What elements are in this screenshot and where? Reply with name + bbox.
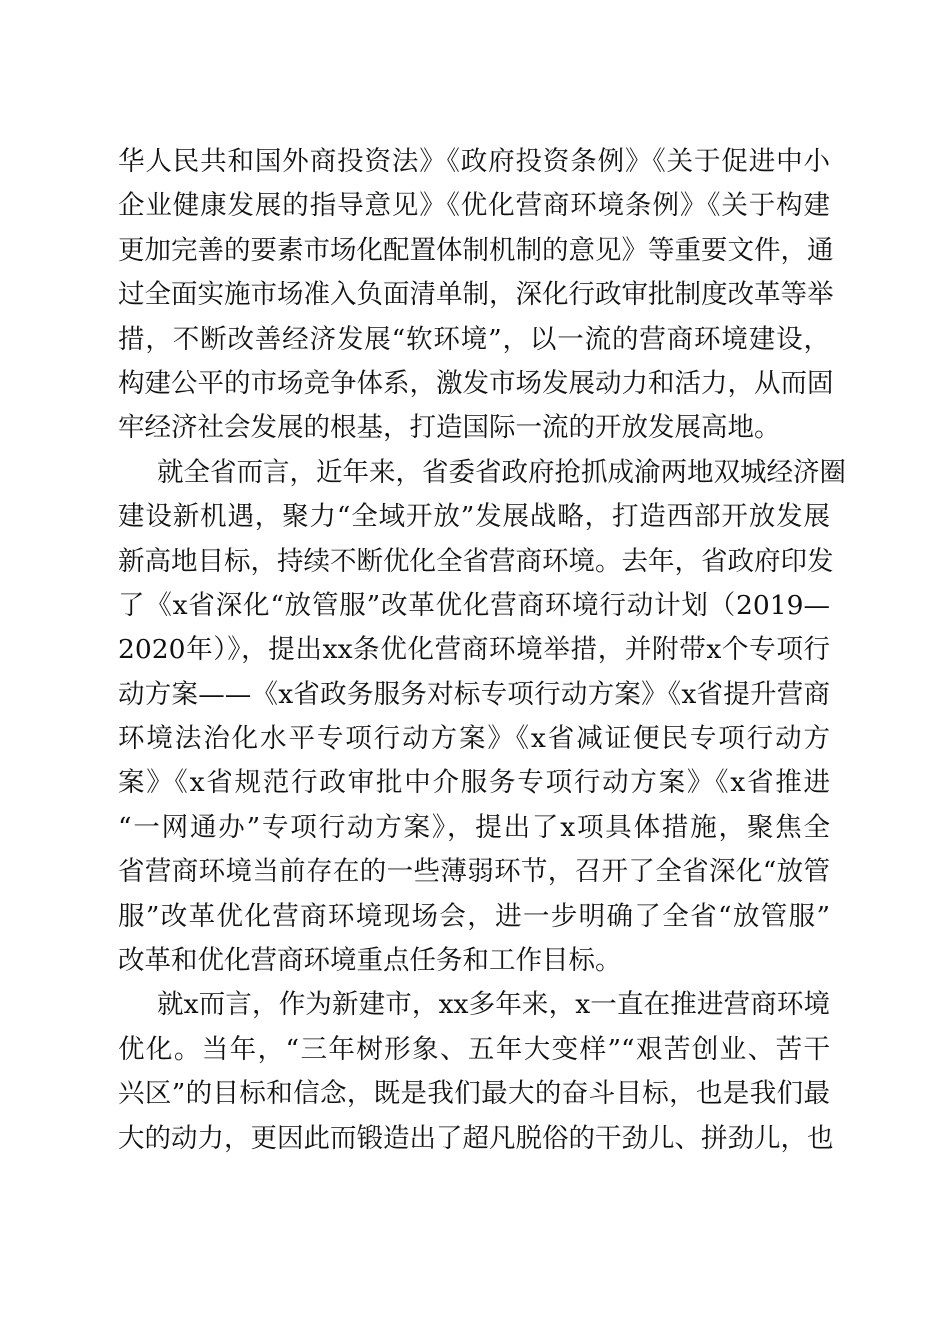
paragraph-1-line-2: 企业健康发展的指导意见》《优化营商环境条例》《关于构建 [118,190,830,222]
paragraph-3-line-1: 就x而言，作为新建市，xx多年来，x一直在推进营商环境 [157,989,830,1021]
paragraph-1-line-1: 华人民共和国外商投资法》《政府投资条例》《关于促进中小 [118,146,830,177]
paragraph-1-line-3: 更加完善的要素市场化配置体制机制的意见》等重要文件，通 [118,234,834,266]
paragraph-2-line-5: 2020年）》，提出xx条优化营商环境举措，并附带x个专项行 [118,634,830,666]
paragraph-3-line-4: 大的动力，更因此而锻造出了超凡脱俗的干劲儿、拼劲儿，也 [118,1122,834,1154]
paragraph-2-line-2: 建设新机遇，聚力“全域开放”发展战略，打造西部开放发展 [118,501,830,533]
paragraph-1-line-6: 构建公平的市场竞争体系，激发市场发展动力和活力，从而固 [118,367,834,399]
paragraph-2-line-4: 了《x省深化“放管服”改革优化营商环境行动计划（2019— [118,589,830,621]
paragraph-2-line-10: 省营商环境当前存在的一些薄弱环节，召开了全省深化“放管 [118,856,830,888]
paragraph-1-line-4: 过全面实施市场准入负面清单制，深化行政审批制度改革等举 [118,279,834,311]
paragraph-3-line-3: 兴区”的目标和信念，既是我们最大的奋斗目标，也是我们最 [118,1078,830,1110]
paragraph-2-line-9: “一网通办”专项行动方案》，提出了x项具体措施，聚焦全 [118,811,830,843]
paragraph-2-line-8: 案》《x省规范行政审批中介服务专项行动方案》《x省推进 [118,767,830,799]
paragraph-2-line-12: 改革和优化营商环境重点任务和工作目标。 [118,945,622,977]
paragraph-1-line-5: 措，不断改善经济发展“软环境”，以一流的营商环境建设， [118,323,830,355]
paragraph-2-line-7: 环境法治化水平专项行动方案》《x省减证便民专项行动方 [118,723,830,755]
paragraph-2-line-3: 新高地目标，持续不断优化全省营商环境。去年，省政府印发 [118,545,834,577]
paragraph-2-line-6: 动方案——《x省政务服务对标专项行动方案》《x省提升营商 [118,678,830,710]
paragraph-1-line-7: 牢经济社会发展的根基，打造国际一流的开放发展高地。 [118,412,781,444]
paragraph-2-line-11: 服”改革优化营商环境现场会，进一步明确了全省“放管服” [118,900,830,932]
paragraph-2-line-1: 就全省而言，近年来，省委省政府抢抓成渝两地双城经济圈 [157,456,846,488]
paragraph-3-line-2: 优化。当年，“三年树形象、五年大变样”“艰苦创业、苦干 [118,1033,830,1065]
document-body [118,140,846,1161]
